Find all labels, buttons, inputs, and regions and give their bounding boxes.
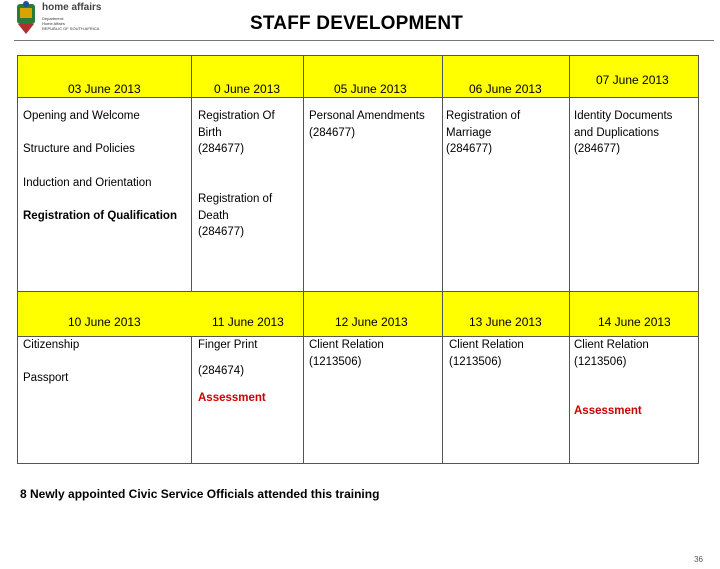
session-line: Death xyxy=(198,209,229,222)
session-item: Citizenship xyxy=(23,339,80,351)
session-line: and Duplications xyxy=(574,126,660,139)
session-item: Finger Print xyxy=(198,339,258,351)
date-header: 05 June 2013 xyxy=(334,82,407,96)
session-item xyxy=(198,191,272,241)
assessment-label: Assessment xyxy=(574,405,642,417)
page-title: STAFF DEVELOPMENT xyxy=(250,13,464,34)
date-header: 13 June 2013 xyxy=(469,315,542,329)
session-item xyxy=(446,108,520,158)
date-header: 06 June 2013 xyxy=(469,82,542,96)
session-line: Marriage xyxy=(446,126,492,139)
column-divider xyxy=(442,56,443,464)
session-item xyxy=(309,337,384,370)
header-divider xyxy=(14,40,714,41)
session-line: (1213506) xyxy=(449,355,502,368)
session-line: Registration of xyxy=(446,110,521,122)
session-line: Personal Amendments xyxy=(309,110,425,122)
session-line: (284677) xyxy=(574,143,621,155)
session-line: Client Relation xyxy=(574,339,649,351)
session-line: (284677) xyxy=(446,143,493,155)
date-header: 11 June 2013 xyxy=(212,315,284,329)
session-line: (284677) xyxy=(309,126,356,139)
date-header: 14 June 2013 xyxy=(598,315,671,329)
session-item: Registration of Qualification xyxy=(23,210,177,222)
date-header: 12 June 2013 xyxy=(335,315,408,329)
logo-name: home affairs xyxy=(42,2,102,13)
session-item xyxy=(449,337,524,370)
column-divider xyxy=(303,56,304,464)
date-header: 07 June 2013 xyxy=(596,73,669,87)
logo-line-republic: REPUBLIC OF SOUTH AFRICA xyxy=(42,26,100,31)
session-item xyxy=(309,108,425,141)
date-header: 10 June 2013 xyxy=(68,315,141,329)
session-line: Client Relation xyxy=(309,339,384,351)
logo-line-home-affairs: Home Affairs xyxy=(42,21,65,26)
session-line: Birth xyxy=(198,126,222,139)
coat-of-arms-icon xyxy=(14,0,38,36)
session-item: (284674) xyxy=(198,365,245,377)
session-item: Passport xyxy=(23,372,69,384)
column-divider xyxy=(569,56,570,464)
session-line: Identity Documents xyxy=(574,110,673,122)
week2-date-band xyxy=(18,291,698,336)
date-header: 0 June 2013 xyxy=(214,82,281,96)
session-item: Opening and Welcome xyxy=(23,110,140,122)
home-affairs-logo xyxy=(14,0,106,38)
session-item: Induction and Orientation xyxy=(23,177,152,189)
row-divider xyxy=(18,97,698,98)
column-divider xyxy=(191,56,192,291)
session-item xyxy=(574,337,649,370)
session-line: (284677) xyxy=(198,226,245,238)
schedule-table xyxy=(17,55,699,464)
session-line: Client Relation xyxy=(449,339,524,351)
session-line: Registration Of xyxy=(198,110,275,122)
page-number: 36 xyxy=(694,555,703,564)
session-line: (1213506) xyxy=(309,355,362,368)
column-divider xyxy=(191,336,192,464)
session-item xyxy=(198,108,275,158)
date-header: 03 June 2013 xyxy=(68,82,141,96)
session-line: (1213506) xyxy=(574,355,627,368)
assessment-label: Assessment xyxy=(198,392,266,404)
logo-line-department: Department: xyxy=(42,16,65,21)
session-line: Registration of xyxy=(198,193,273,205)
session-item xyxy=(574,108,672,158)
session-line: (284677) xyxy=(198,143,245,155)
session-item: Structure and Policies xyxy=(23,143,135,155)
row-divider xyxy=(18,291,698,292)
training-note: 8 Newly appointed Civic Service Officials attended this training xyxy=(20,487,380,501)
